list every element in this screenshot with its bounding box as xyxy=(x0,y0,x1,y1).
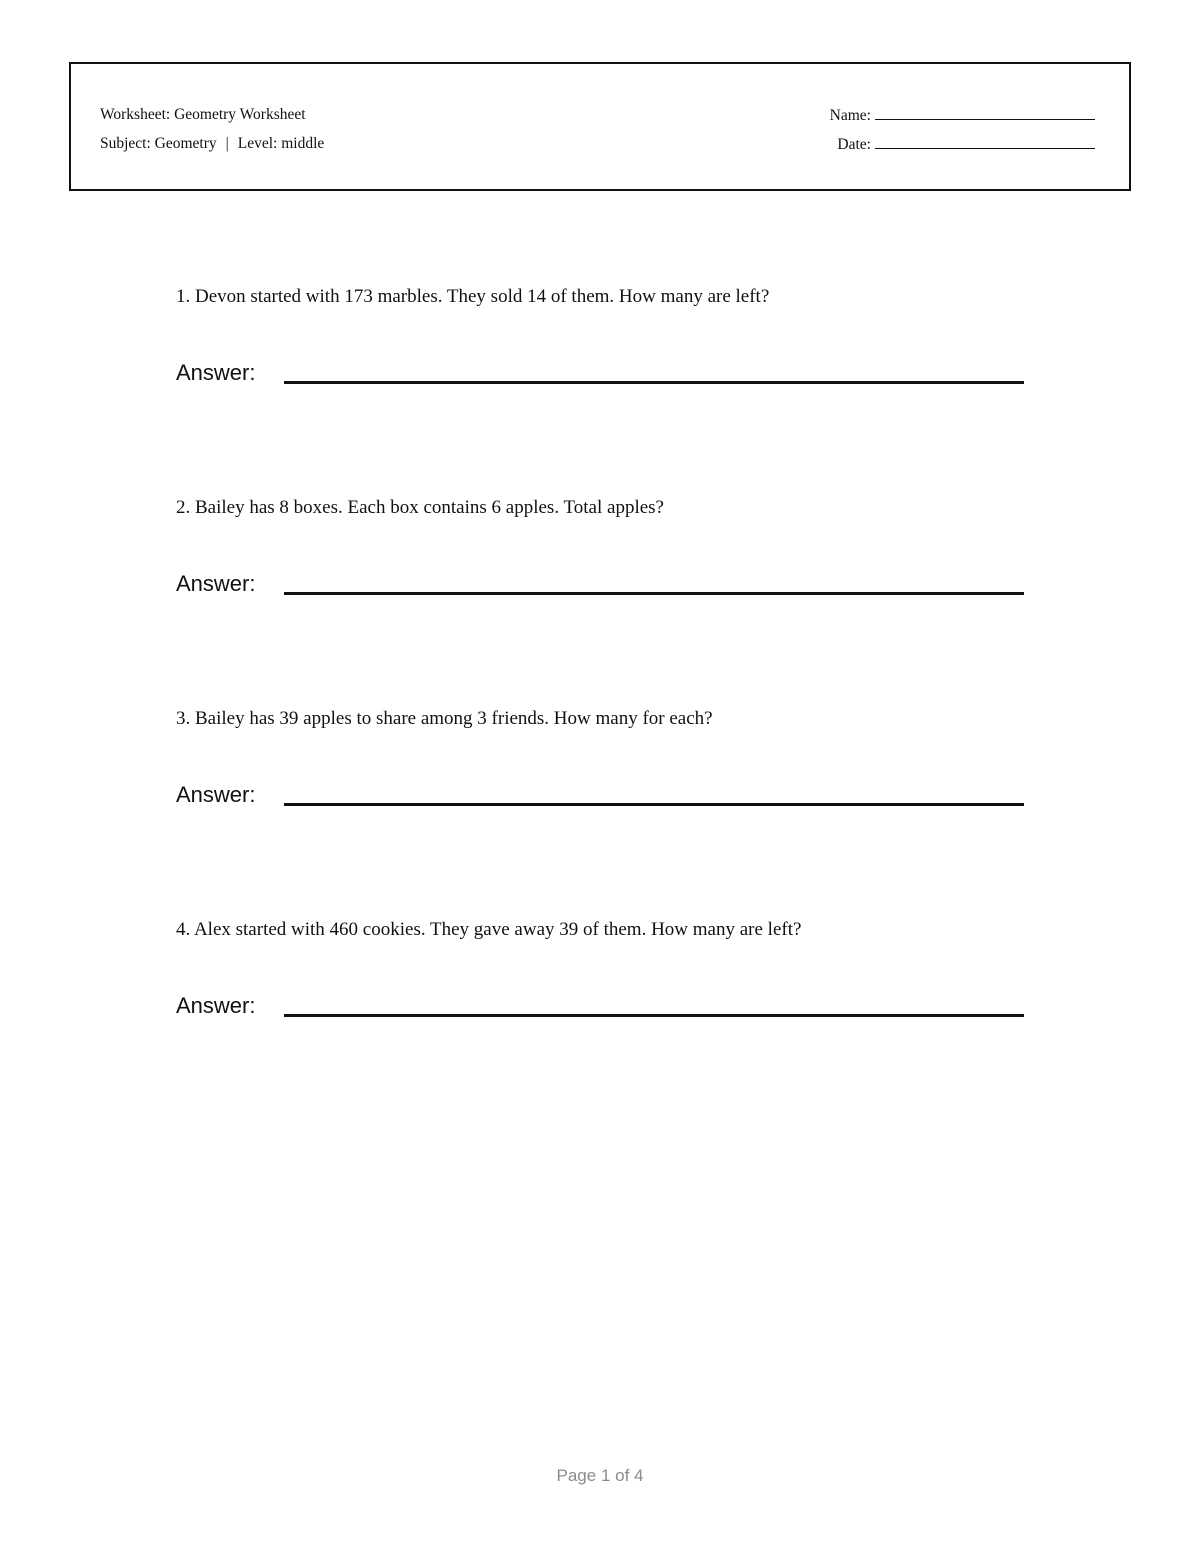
answer-line[interactable] xyxy=(284,1014,1024,1017)
answer-label: Answer: xyxy=(176,571,256,596)
answer-label: Answer: xyxy=(176,993,256,1018)
question-text: 1. Devon started with 173 marbles. They sold 14 of them. How many are left? xyxy=(176,286,770,307)
date-label: Date: xyxy=(837,136,871,153)
answer-line[interactable] xyxy=(284,803,1024,806)
date-field xyxy=(837,135,1095,154)
question-text: 4. Alex started with 460 cookies. They gave away 39 of them. How many are left? xyxy=(176,919,802,940)
answer-line[interactable] xyxy=(284,381,1024,384)
page-number: Page 1 of 4 xyxy=(556,1466,644,1485)
name-blank-line[interactable] xyxy=(875,106,1095,120)
header-separator: | xyxy=(225,135,229,152)
question-text: 3. Bailey has 39 apples to share among 3 friends. How many for each? xyxy=(176,708,713,729)
level-label: Level: middle xyxy=(237,135,325,152)
subject-label: Subject: Geometry xyxy=(100,135,217,152)
answer-line[interactable] xyxy=(284,592,1024,595)
name-label: Name: xyxy=(829,107,871,124)
answer-label: Answer: xyxy=(176,782,256,807)
answer-label: Answer: xyxy=(176,360,256,385)
worksheet-title: Worksheet: Geometry Worksheet xyxy=(100,106,306,123)
date-blank-line[interactable] xyxy=(875,135,1095,149)
subject-level-line xyxy=(100,135,324,153)
worksheet-header xyxy=(69,62,1131,191)
question-text: 2. Bailey has 8 boxes. Each box contains 6 apples. Total apples? xyxy=(176,497,664,518)
name-field xyxy=(830,106,1095,125)
